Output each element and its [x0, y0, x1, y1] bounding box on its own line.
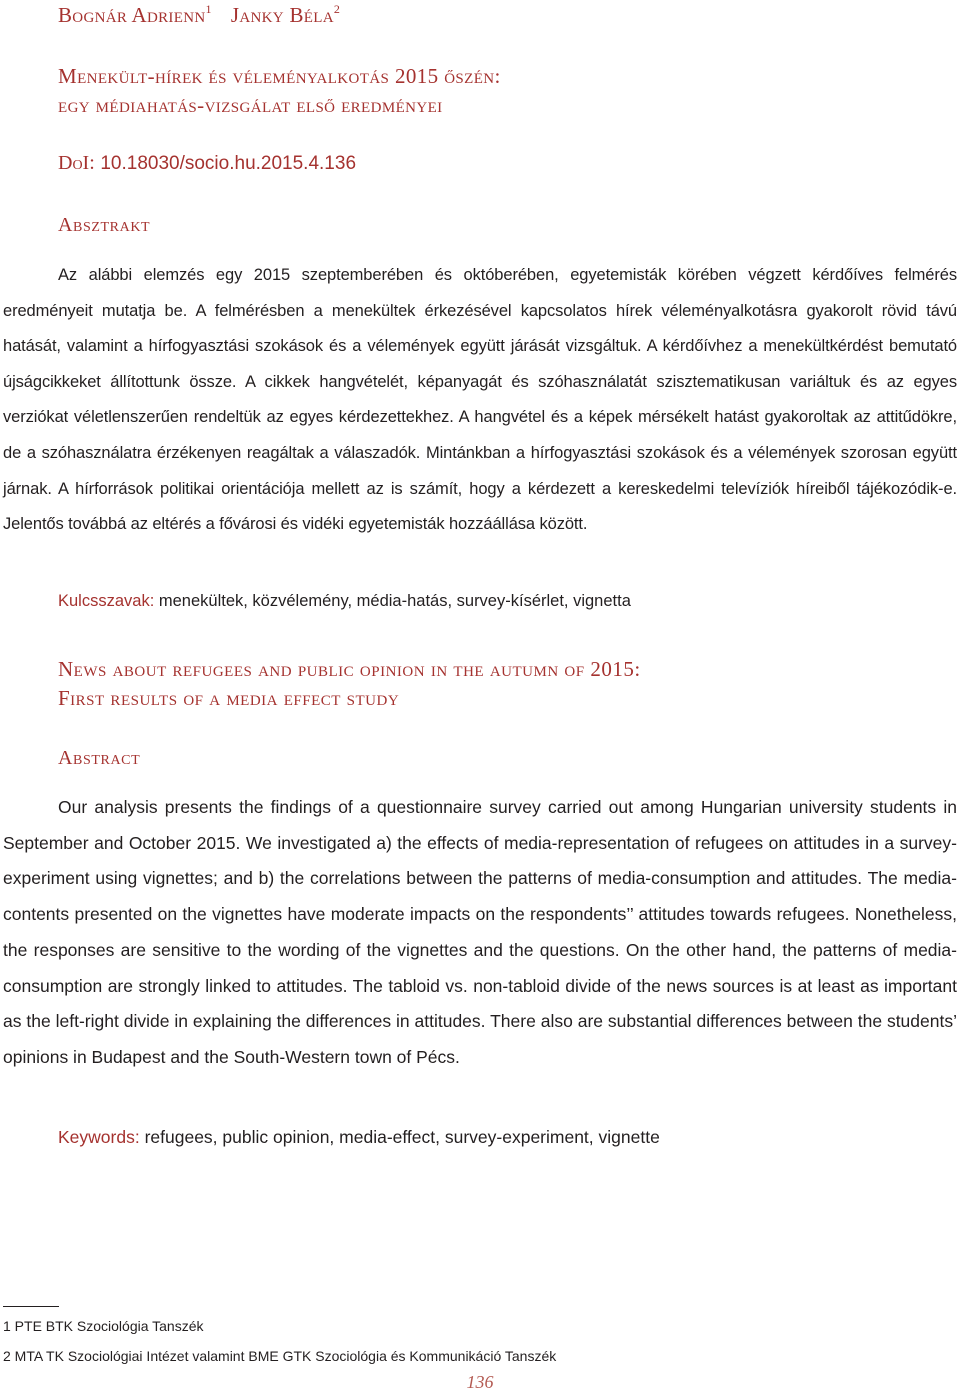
doi-value[interactable]: 10.18030/socio.hu.2015.4.136: [100, 153, 357, 174]
author-2-footnote-ref[interactable]: 2: [333, 2, 341, 16]
footnote-1: 1 PTE BTK Szociológia Tanszék: [3, 1318, 204, 1334]
doi: [58, 152, 356, 175]
hungarian-abstract-text: Az alábbi elemzés egy 2015 szeptemberében és októberében, egyetemisták körében végzett kérdőíves felmérés eredményeit mutatja be. A felmérésben a menekültek érkezésével kapcsolatos hírek véleményalkotásra gyakorolt rövid távú hatását, valamint a hírfogyasztási szokások és a vélemények együtt járását vizsgáltuk. A kérdőívhez a menekültkérdést bemutató újságcikkeket állítottunk össze. A cikkek hangvételét, képanyagát és szóhasználatát szisztematikusan variáltuk és az egyes verziókat véletlenszerűen rendeltük az egyes kérdezettekhez. A hangvétel és a képek mérsékelt hatást gyakoroltak az attitűdökre, de a szóhasználatra érzékenyen reagáltak a válaszadók. Mintánkban a hírfogyasztási szokások és a vélemények szorosan együtt járnak. A hírforrások politikai orientációja mellett az is számít, hogy a kérdezett a kereskedelmi televíziók híreiből tájékozódik-e. Jelentős továbbá az eltérés a fővárosi és vidéki egyetemisták hozzáállása között.: [3, 266, 957, 534]
english-keywords-label: Keywords:: [58, 1127, 140, 1147]
hungarian-title-line-1: Menekült-hírek és véleményalkotás 2015 őszén:: [58, 64, 501, 88]
hungarian-keywords: [58, 592, 631, 611]
doi-label: DoI:: [58, 152, 95, 174]
hungarian-keywords-list: menekültek, közvélemény, média-hatás, survey-kísérlet, vignetta: [158, 592, 631, 610]
english-abstract-heading: Abstract: [58, 747, 141, 769]
footnote-2: 2 MTA TK Szociológiai Intézet valamint BME GTK Szociológia és Kommunikáció Tanszék: [3, 1348, 557, 1364]
english-title: [58, 655, 641, 713]
english-title-line-2: First results of a media effect study: [58, 686, 400, 710]
hungarian-title: [58, 62, 501, 120]
hungarian-title-line-2: egy médiahatás-vizsgálat első eredményei: [58, 93, 443, 117]
english-abstract-text: Our analysis presents the findings of a questionnaire survey carried out among Hungarian university students in September and October 2015. We investigated a) the effects of media-representation of refugees on attitudes in a survey-experiment using vignettes; and b) the correlations between the patterns of media-consumption and attitudes. The media-contents presented on the vignettes have moderate impacts on the respondents’’ attitudes towards refugees. Nonetheless, the responses are sensitive to the wording of the vignettes and the questions. On the other hand, the patterns of media-consumption are strongly linked to attitudes. The tabloid vs. non-tabloid divide of the news sources is at least as important as the left-right divide in explaining the differences in attitudes. There also are substantial differences between the students’ opinions in Budapest and the South-Western town of Pécs.: [3, 797, 957, 1067]
english-title-line-1: News about refugees and public opinion in the autumn of 2015:: [58, 657, 641, 681]
hungarian-abstract-heading: Absztrakt: [58, 214, 151, 236]
english-keywords-list: refugees, public opinion, media-effect, survey-experiment, vignette: [144, 1127, 660, 1147]
author-2-name: Janky Béla: [230, 3, 334, 27]
english-keywords: [58, 1127, 660, 1148]
footnote-divider: [3, 1306, 59, 1307]
author-1-footnote-ref[interactable]: 1: [205, 2, 212, 16]
hungarian-keywords-label: Kulcsszavak:: [58, 592, 155, 610]
page-number: 136: [466, 1372, 494, 1392]
author-1-name: Bognár Adrienn: [58, 3, 206, 27]
authors-line: [58, 2, 340, 28]
